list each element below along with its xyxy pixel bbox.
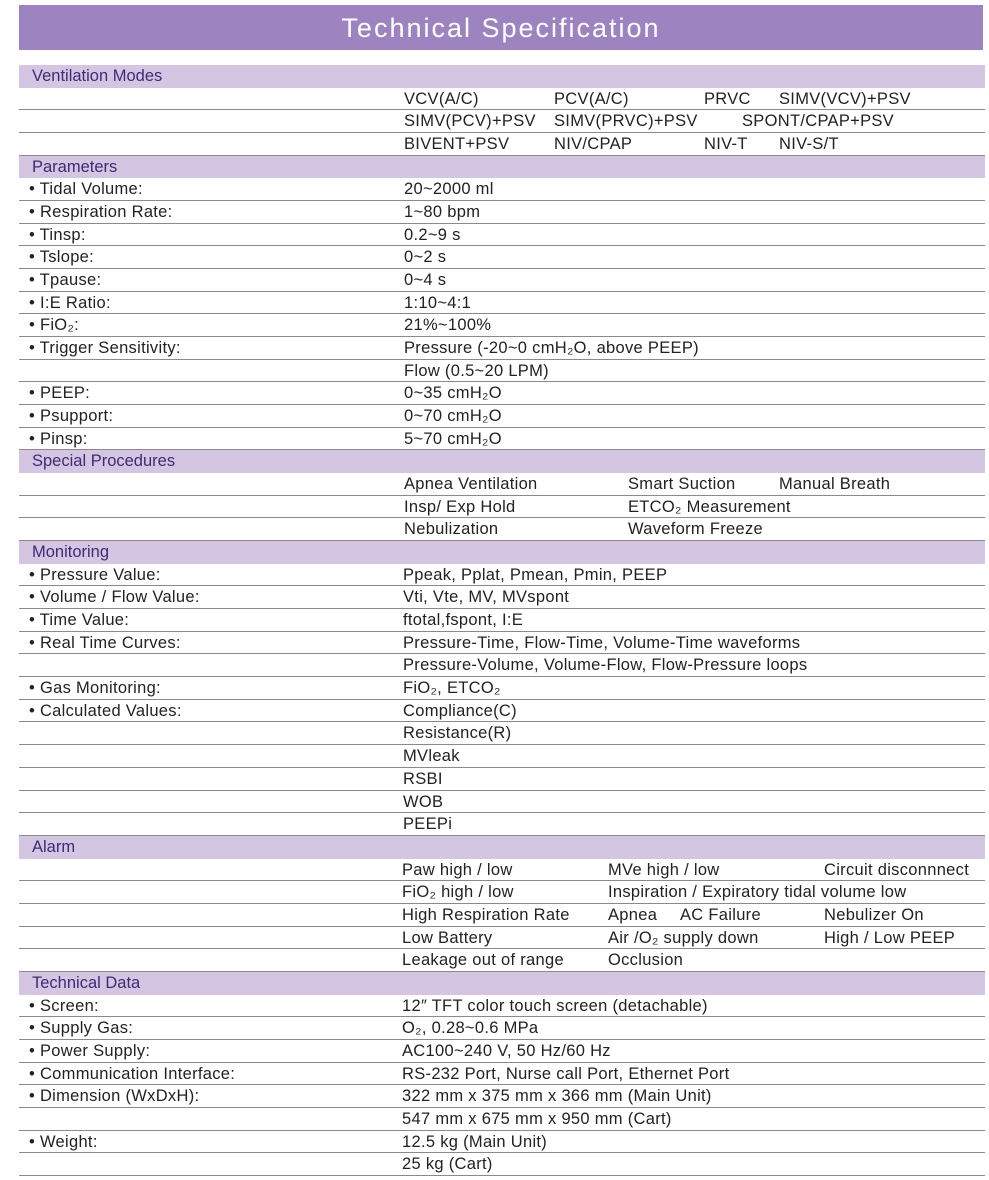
spec-value: 21%~100% [404, 316, 492, 335]
spec-value: AC Failure [680, 905, 761, 924]
spec-label: • Respiration Rate: [29, 203, 173, 222]
spec-row [19, 292, 985, 315]
spec-row [19, 1063, 985, 1086]
spec-value: Flow (0.5~20 LPM) [404, 361, 549, 380]
spec-label: • Tslope: [29, 248, 95, 267]
section-header [19, 450, 985, 473]
spec-value: NIV-T [704, 135, 748, 154]
spec-row [19, 133, 985, 156]
spec-value: PEEPi [403, 815, 453, 834]
spec-row [19, 700, 985, 723]
spec-row [19, 110, 985, 133]
spec-value: RS-232 Port, Nurse call Port, Ethernet Port [402, 1064, 730, 1083]
spec-row [19, 518, 985, 541]
spec-row [19, 201, 985, 224]
section-title: Alarm [32, 837, 76, 856]
spec-row [19, 428, 985, 451]
spec-value: Ppeak, Pplat, Pmean, Pmin, PEEP [403, 565, 668, 584]
spec-value: Air /O₂ supply down [608, 928, 759, 947]
spec-table [19, 65, 985, 1176]
spec-row [19, 496, 985, 519]
spec-value: 547 mm x 675 mm x 950 mm (Cart) [402, 1109, 672, 1128]
spec-value: 0~70 cmH₂O [404, 407, 502, 426]
spec-value: Leakage out of range [402, 951, 564, 970]
spec-value: Manual Breath [779, 475, 891, 494]
section-header [19, 156, 985, 179]
spec-value: SIMV(PCV)+PSV [404, 112, 536, 131]
spec-row [19, 813, 985, 836]
spec-value: MVleak [403, 747, 460, 766]
spec-value: 20~2000 ml [404, 180, 494, 199]
spec-label: • Power Supply: [29, 1041, 151, 1060]
spec-row [19, 224, 985, 247]
spec-value: 322 mm x 375 mm x 366 mm (Main Unit) [402, 1087, 712, 1106]
spec-row [19, 178, 985, 201]
spec-value: 0~35 cmH₂O [404, 384, 502, 403]
spec-value: FiO₂ high / low [402, 883, 514, 902]
spec-value: 5~70 cmH₂O [404, 429, 502, 448]
spec-value: NIV/CPAP [554, 135, 633, 154]
section-header [19, 836, 985, 859]
spec-value: SIMV(PRVC)+PSV [554, 112, 698, 131]
spec-value: Occlusion [608, 951, 684, 970]
spec-row [19, 1017, 985, 1040]
spec-value: 1:10~4:1 [404, 293, 472, 312]
spec-value: O₂, 0.28~0.6 MPa [402, 1019, 539, 1038]
spec-row [19, 1153, 985, 1176]
spec-value: SPONT/CPAP+PSV [742, 112, 894, 131]
spec-label: • Gas Monitoring: [29, 679, 161, 698]
spec-row [19, 609, 985, 632]
section-header [19, 972, 985, 995]
spec-label: • Tpause: [29, 271, 102, 290]
spec-label: • FiO₂: [29, 316, 80, 335]
spec-row [19, 1085, 985, 1108]
spec-value: ftotal,fspont, I:E [403, 611, 524, 630]
spec-value: SIMV(VCV)+PSV [779, 89, 911, 108]
spec-row [19, 473, 985, 496]
section-title: Technical Data [32, 973, 141, 992]
spec-label: • I:E Ratio: [29, 293, 111, 312]
spec-row [19, 360, 985, 383]
spec-row [19, 337, 985, 360]
spec-row [19, 1131, 985, 1154]
spec-value: Low Battery [402, 928, 493, 947]
spec-value: Apnea [608, 905, 658, 924]
spec-value: 0.2~9 s [404, 225, 461, 244]
spec-label: • Calculated Values: [29, 701, 182, 720]
spec-row [19, 88, 985, 111]
spec-label: • Time Value: [29, 611, 130, 630]
spec-row [19, 382, 985, 405]
section-title: Ventilation Modes [32, 67, 163, 85]
spec-value: High Respiration Rate [402, 905, 570, 924]
spec-row [19, 564, 985, 587]
spec-value: 0~4 s [404, 271, 447, 290]
spec-value: Resistance(R) [403, 724, 512, 743]
spec-row [19, 927, 985, 950]
spec-value: Paw high / low [402, 860, 513, 879]
spec-value: Circuit disconnnect [824, 860, 970, 879]
spec-value: 1~80 bpm [404, 203, 481, 222]
spec-value: BIVENT+PSV [404, 135, 510, 154]
section-title: Special Procedures [32, 452, 176, 471]
spec-value: Inspiration / Expiratory tidal volume low [608, 883, 907, 902]
section-title: Parameters [32, 157, 118, 176]
spec-row [19, 246, 985, 269]
spec-value: NIV-S/T [779, 135, 839, 154]
spec-value: Apnea Ventilation [404, 475, 538, 494]
spec-label: • Pressure Value: [29, 565, 161, 584]
spec-value: 0~2 s [404, 248, 447, 267]
spec-value: FiO₂, ETCO₂ [403, 679, 501, 698]
spec-label: • Pinsp: [29, 429, 88, 448]
spec-label: • Dimension (WxDxH): [29, 1087, 200, 1106]
spec-value: Nebulization [404, 520, 499, 539]
spec-label: • Trigger Sensitivity: [29, 339, 181, 358]
spec-value: ETCO₂ Measurement [628, 497, 791, 516]
spec-label: • Tidal Volume: [29, 180, 143, 199]
spec-value: Vti, Vte, MV, MVspont [403, 588, 570, 607]
spec-label: • Volume / Flow Value: [29, 588, 200, 607]
spec-row [19, 745, 985, 768]
spec-label: • Real Time Curves: [29, 633, 181, 652]
spec-row [19, 586, 985, 609]
spec-value: Insp/ Exp Hold [404, 497, 516, 516]
spec-value: MVe high / low [608, 860, 720, 879]
spec-value: Smart Suction [628, 475, 736, 494]
spec-label: • Supply Gas: [29, 1019, 134, 1038]
spec-value: 12.5 kg (Main Unit) [402, 1132, 548, 1151]
spec-value: 25 kg (Cart) [402, 1155, 493, 1174]
spec-row [19, 881, 985, 904]
spec-row [19, 768, 985, 791]
spec-row [19, 654, 985, 677]
spec-row [19, 314, 985, 337]
spec-row [19, 677, 985, 700]
spec-label: • Communication Interface: [29, 1064, 236, 1083]
page-title: Technical Specification [19, 5, 983, 50]
spec-value: PRVC [704, 89, 751, 108]
spec-row [19, 722, 985, 745]
section-title: Monitoring [32, 543, 110, 562]
spec-row [19, 791, 985, 814]
spec-value: Nebulizer On [824, 905, 924, 924]
spec-value: AC100~240 V, 50 Hz/60 Hz [402, 1041, 611, 1060]
spec-value: PCV(A/C) [554, 89, 629, 108]
spec-row [19, 269, 985, 292]
spec-row [19, 632, 985, 655]
spec-value: WOB [403, 792, 444, 811]
spec-label: • PEEP: [29, 384, 91, 403]
spec-value: Pressure (-20~0 cmH₂O, above PEEP) [404, 339, 699, 358]
spec-value: VCV(A/C) [404, 89, 479, 108]
spec-label: • Psupport: [29, 407, 114, 426]
spec-value: 12″ TFT color touch screen (detachable) [402, 996, 708, 1015]
section-header [19, 65, 985, 88]
spec-label: • Tinsp: [29, 225, 86, 244]
spec-value: Waveform Freeze [628, 520, 764, 539]
spec-value: RSBI [403, 769, 443, 788]
spec-row [19, 1108, 985, 1131]
spec-row [19, 904, 985, 927]
spec-value: Pressure-Volume, Volume-Flow, Flow-Pressure loops [403, 656, 808, 675]
section-header [19, 541, 985, 564]
spec-label: • Screen: [29, 996, 99, 1015]
spec-row [19, 995, 985, 1018]
spec-row [19, 859, 985, 882]
spec-value: Pressure-Time, Flow-Time, Volume-Time waveforms [403, 633, 801, 652]
spec-row [19, 1040, 985, 1063]
spec-row [19, 405, 985, 428]
spec-label: • Weight: [29, 1132, 98, 1151]
spec-value: Compliance(C) [403, 701, 517, 720]
spec-row [19, 949, 985, 972]
spec-value: High / Low PEEP [824, 928, 956, 947]
